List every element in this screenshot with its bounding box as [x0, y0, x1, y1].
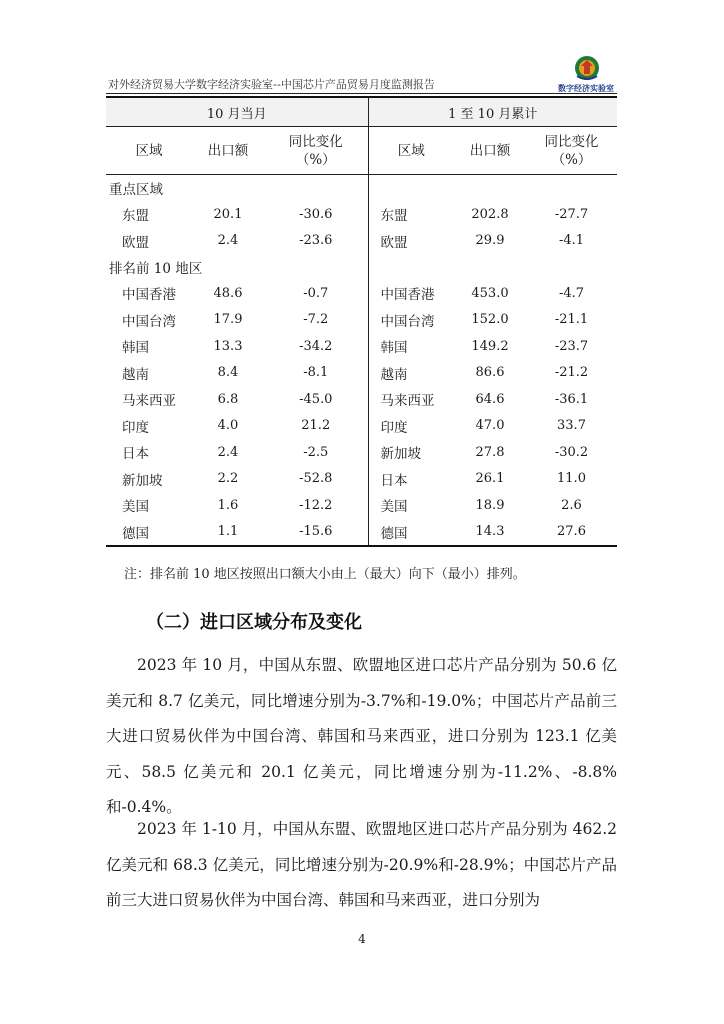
running-header: 对外经济贸易大学数字经济实验室--中国芯片产品贸易月度监测报告 [108, 78, 435, 91]
region-cell: 韩国 [380, 340, 408, 357]
col-region: 区域 [368, 127, 454, 175]
change-cell: -12.2 [264, 492, 368, 519]
change-cell: -4.1 [558, 233, 585, 249]
export-cell: 2.4 [217, 233, 239, 249]
col-region: 区域 [106, 127, 192, 175]
change-cell: -4.7 [558, 285, 585, 301]
change-cell: 27.6 [526, 519, 617, 547]
col-change: 同比变化 （%） [526, 127, 617, 175]
table-row [106, 280, 617, 307]
region-cell: 印度 [380, 419, 408, 436]
region-cell: 德国 [368, 519, 454, 547]
export-cell: 202.8 [471, 206, 509, 222]
region-cell: 东盟 [380, 208, 408, 225]
change-cell: -23.6 [264, 228, 368, 255]
col-change: 同比变化 （%） [264, 127, 368, 175]
paragraph: 2023 年 1-10 月，中国从东盟、欧盟地区进口芯片产品分别为 462.2 亿美元和 68.3 亿美元，同比增速分别为-20.9%和-28.9%；中国芯片产品前三大进口贸易伙伴为中国台湾、韩国和马来西亚，进口分别为 [106, 820, 617, 909]
section-label-key-regions: 重点区域 [106, 175, 368, 202]
table-row [106, 439, 617, 466]
export-cell: 4.0 [217, 418, 239, 434]
region-cell: 日本 [122, 446, 149, 463]
change-cell: -0.7 [264, 280, 368, 307]
region-cell: 马来西亚 [380, 393, 435, 410]
change-cell: -30.2 [554, 444, 589, 460]
region-cell: 越南 [122, 366, 149, 383]
region-cell: 欧盟 [380, 234, 408, 251]
export-cell: 86.6 [475, 365, 505, 381]
table-row [106, 307, 617, 334]
change-cell: -27.7 [554, 206, 589, 222]
table-row [106, 519, 617, 547]
export-cell: 6.8 [217, 391, 239, 407]
change-cell: 21.2 [264, 413, 368, 440]
region-cell: 中国香港 [122, 287, 176, 304]
export-cell: 453.0 [471, 285, 509, 301]
region-cell: 韩国 [122, 340, 149, 357]
change-cell: -36.1 [554, 391, 589, 407]
export-cell: 29.9 [475, 233, 505, 249]
export-cell: 26.1 [475, 471, 505, 487]
logo-label: 数字经济实验室 [558, 84, 614, 93]
region-cell: 美国 [122, 499, 149, 516]
region-cell: 中国台湾 [122, 313, 176, 330]
col-export: 出口额 [454, 127, 526, 175]
change-cell: 11.0 [557, 471, 586, 487]
region-cell: 越南 [380, 366, 408, 383]
region-cell: 欧盟 [122, 234, 149, 251]
change-cell: -8.1 [264, 360, 368, 387]
export-region-table [106, 96, 617, 547]
page-number: 4 [358, 932, 366, 946]
region-cell: 美国 [380, 499, 408, 516]
export-cell: 2.2 [217, 471, 239, 487]
change-cell: -23.7 [554, 338, 589, 354]
table-row [106, 466, 617, 493]
export-cell: 27.8 [475, 444, 505, 460]
change-cell: -2.5 [264, 439, 368, 466]
export-cell: 47.0 [475, 418, 505, 434]
header-rule [106, 93, 617, 94]
region-cell: 印度 [122, 419, 149, 436]
region-cell: 马来西亚 [122, 393, 176, 410]
export-cell: 152.0 [471, 312, 509, 328]
export-cell: 20.1 [213, 206, 243, 222]
change-cell: -30.6 [264, 201, 368, 228]
region-cell: 中国香港 [380, 287, 435, 304]
region-cell: 中国台湾 [380, 313, 435, 330]
table-row [106, 228, 617, 255]
region-cell: 新加坡 [380, 446, 421, 463]
change-cell: -7.2 [264, 307, 368, 334]
export-cell: 1.1 [192, 519, 264, 547]
paragraph: 2023 年 10 月，中国从东盟、欧盟地区进口芯片产品分别为 50.6 亿美元和 8.7 亿美元，同比增速分别为-3.7%和-19.0%；中国芯片产品前三大进口贸易伙伴为中国台湾、韩国和马来西亚，进口分别为 123.1 亿美元、58.5 亿美元和 20.1 亿美元，同比增速分别为-11.2%、-8.8%和-0.4%。 [106, 656, 617, 816]
table-note: 注：排名前 10 地区按照出口额大小由上（最大）向下（最小）排列。 [124, 567, 526, 582]
group-header-month: 10 月当月 [106, 97, 368, 127]
table-row [106, 413, 617, 440]
export-cell: 48.6 [213, 285, 243, 301]
col-export: 出口额 [192, 127, 264, 175]
export-cell: 2.4 [217, 444, 239, 460]
table-row [106, 360, 617, 387]
export-cell: 13.3 [213, 338, 243, 354]
change-cell: -15.6 [264, 519, 368, 547]
change-cell: -21.1 [554, 312, 589, 328]
export-cell: 8.4 [217, 365, 239, 381]
export-cell: 18.9 [475, 497, 505, 513]
change-cell: -45.0 [264, 386, 368, 413]
export-cell: 14.3 [454, 519, 526, 547]
section-title: （二）进口区域分布及变化 [146, 612, 362, 633]
region-cell: 德国 [106, 519, 192, 547]
change-cell: 2.6 [561, 497, 582, 513]
change-cell: -34.2 [264, 333, 368, 360]
table-row [106, 386, 617, 413]
export-cell: 149.2 [471, 338, 509, 354]
export-cell: 1.6 [217, 497, 239, 513]
table-row [106, 492, 617, 519]
change-cell: -52.8 [264, 466, 368, 493]
change-cell: -21.2 [554, 365, 589, 381]
group-header-cumulative: 1 至 10 月累计 [368, 97, 617, 127]
table-row [106, 333, 617, 360]
table-row [106, 201, 617, 228]
section-label-top10: 排名前 10 地区 [106, 254, 368, 280]
change-cell: 33.7 [557, 418, 586, 434]
region-cell: 新加坡 [122, 472, 163, 489]
export-cell: 64.6 [475, 391, 505, 407]
export-cell: 17.9 [213, 312, 243, 328]
region-cell: 东盟 [122, 208, 149, 225]
region-cell: 日本 [380, 472, 408, 489]
